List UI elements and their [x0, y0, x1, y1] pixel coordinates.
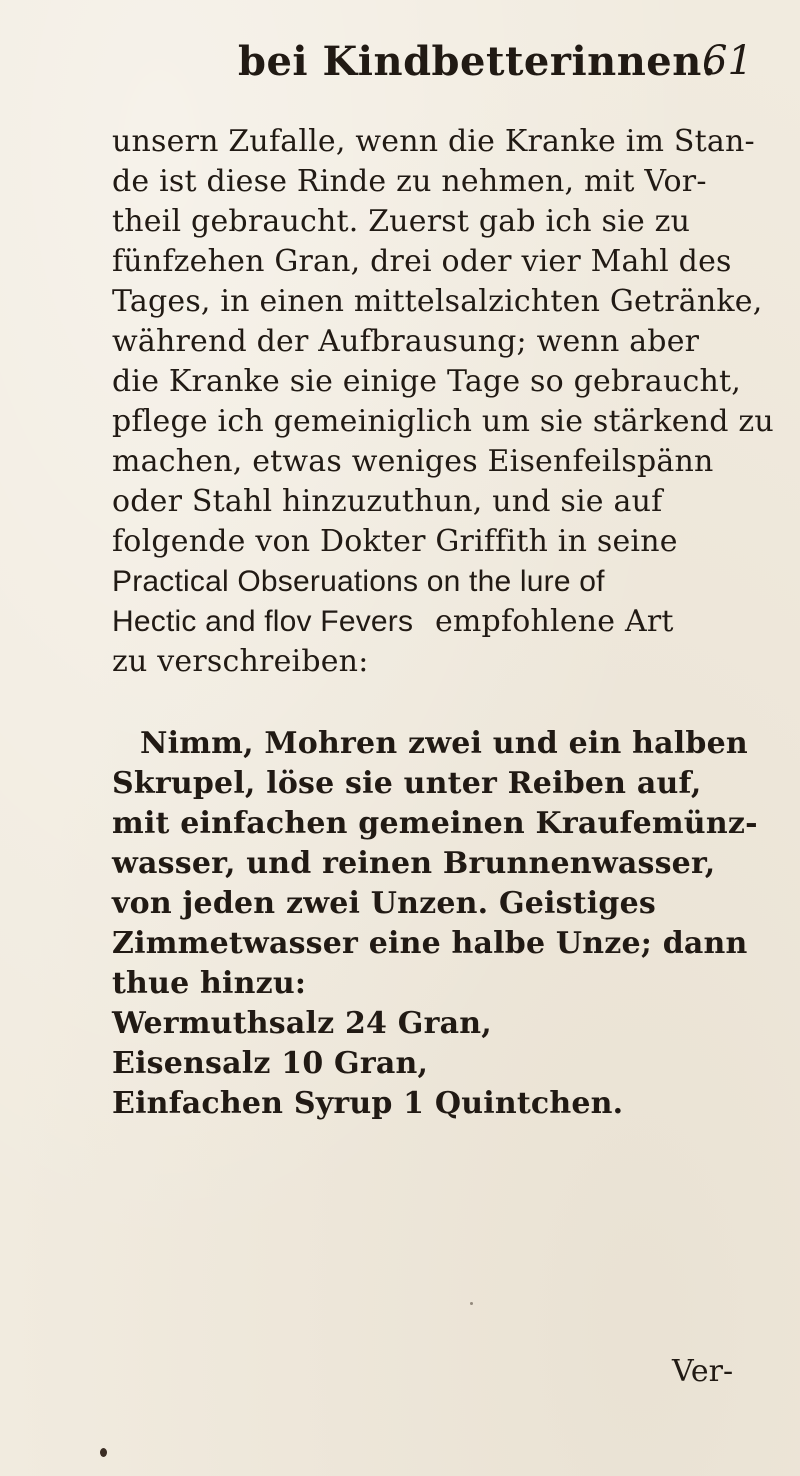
- recipe-line: mit einfachen gemeinen Kraufemünz-: [112, 806, 758, 841]
- text-line: zu verschreiben:: [112, 644, 369, 679]
- recipe-line: Skrupel, löse sie unter Reiben auf,: [112, 766, 702, 801]
- ingredient-item: Wermuthsalz 24 Gran,: [112, 1006, 492, 1041]
- text-line: machen, etwas weniges Eisenfeilspänn: [112, 444, 714, 479]
- text-line: [112, 602, 674, 642]
- recipe-line: wasser, und reinen Brunnenwasser,: [112, 846, 716, 881]
- text-line: folgende von Dokter Griffith in seine: [112, 524, 678, 559]
- ink-speck: [470, 1302, 473, 1305]
- text-line: fünfzehen Gran, drei oder vier Mahl des: [112, 244, 732, 279]
- catchword: Ver-: [672, 1354, 734, 1389]
- text-line: während der Aufbrausung; wenn aber: [112, 324, 700, 359]
- text-fragment: empfohlene Art: [434, 604, 674, 639]
- page-header: [0, 38, 800, 98]
- text-line: theil gebraucht. Zuerst gab ich sie zu: [112, 204, 691, 239]
- text-line: unsern Zufalle, wenn die Kranke im Stan-: [112, 124, 755, 159]
- ingredient-item: Einfachen Syrup 1 Quintchen.: [112, 1086, 624, 1121]
- text-line: die Kranke sie einige Tage so gebraucht,: [112, 364, 742, 399]
- running-head: bei Kindbetterinnen.: [238, 38, 717, 85]
- text-line: pflege ich gemeiniglich um sie stärkend zu: [112, 404, 774, 439]
- text-line: oder Stahl hinzuzuthun, und sie auf: [112, 484, 663, 519]
- ingredient-item: Eisensalz 10 Gran,: [112, 1046, 429, 1081]
- page-number: 61: [702, 38, 753, 84]
- recipe-line: Nimm, Mohren zwei und ein halben: [140, 726, 748, 761]
- text-line: de ist diese Rinde zu nehmen, mit Vor-: [112, 164, 707, 199]
- recipe-line: Zimmetwasser eine halbe Unze; dann: [112, 926, 748, 961]
- recipe-line: thue hinzu:: [112, 966, 307, 1001]
- latin-title-fragment: Hectic and flov Fevers: [112, 605, 414, 638]
- latin-title-line: Practical Obseruations on the lure of: [112, 565, 605, 598]
- text-line: Tages, in einen mittelsalzichten Getränke,: [112, 284, 763, 319]
- recipe-line: von jeden zwei Unzen. Geistiges: [112, 886, 656, 921]
- ink-speck: [100, 1448, 107, 1457]
